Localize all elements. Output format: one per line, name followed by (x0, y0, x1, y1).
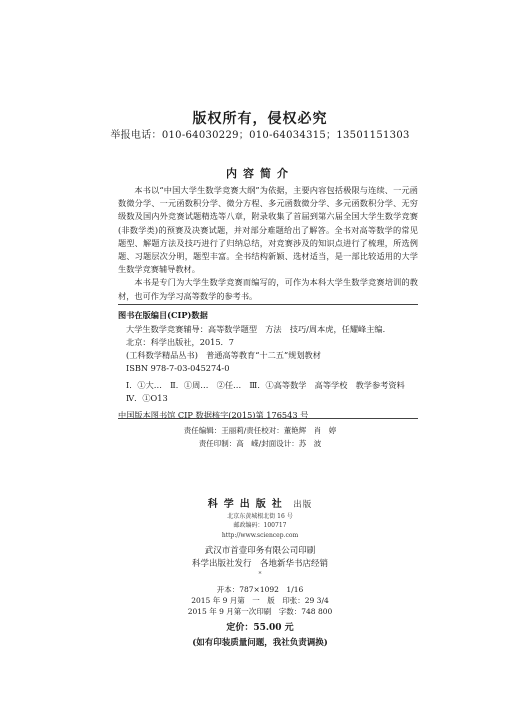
cip-line: (工科数学精品丛书) 普通高等教育“十二五”规划教材 (126, 350, 321, 360)
cip-line: 北京：科学出版社，2015．7 (126, 337, 234, 347)
intro-body (118, 184, 418, 303)
publisher-postcode: 邮政编码：100717 (233, 522, 287, 529)
editor-credits: 责任编辑：王丽莉/责任校对：董艳辉 肖 婷 (183, 426, 337, 435)
printing-line: 2015 年 9 月第一次印刷 字数：748 800 (187, 607, 333, 616)
edition-line: 2015 年 9 月第 一 版 印张：29 3/4 (191, 596, 329, 605)
intro-paragraph: 本书是专门为大学生数学竞赛而编写的，可作为本科大学生数学竞赛培训的教材，也可作为学习高等数学的参考书。 (118, 277, 418, 301)
cip-line: 大学生数学竞赛辅导：高等数学题型 方法 技巧/周本虎，任耀峰主编． (126, 324, 391, 334)
divider-top (118, 304, 418, 305)
cip-line: ISBN 978-7-03-045274-0 (126, 363, 230, 373)
cip-number: 中国版本图书馆 CIP 数据核字(2015)第 176543 号 (118, 410, 309, 420)
production-credits: 责任印制：高 嵘/封面设计：苏 波 (198, 439, 322, 448)
publisher-line (0, 495, 520, 510)
cip-title: 图书在版编目(CIP)数据 (118, 310, 208, 320)
intro-paragraph: 本书以“中国大学生数学竞赛大纲”为依据，主要内容包括极限与连续、一元函数微分学、一元函数积分学、微分方程、多元函数微分学、多元函数积分学、无穷级数及国内外竞赛试题精选等八章，附录收集了首届到第六届全国大学生数学竞赛(非数学类)的预赛及决赛试题，并对部分难题给出了解答。全书对高等数学的常见题型、解题方法及技巧进行了归纳总结，对竞赛涉及的知识点进行了梳理，所选例题、习题层次分明，题型丰富。全书结构新颖、选材适当，是一部比较适用的大学生数学竞赛辅导教材。 (118, 185, 418, 275)
price: 定价：55.00 元 (226, 623, 294, 633)
intro-heading: 内容简介 (226, 167, 294, 180)
publisher-website: http://www.sciencep.com (221, 532, 299, 539)
publisher-address: 北京东黄城根北街 16 号 (227, 513, 293, 520)
publisher-suffix: 出版 (293, 500, 313, 510)
specs-block (0, 584, 520, 617)
format-line: 开本：787×1092 1/16 (216, 585, 304, 594)
printer-line: 武汉市首壹印务有限公司印刷 (204, 546, 316, 556)
copyright-notice: 版权所有，侵权必究 (192, 111, 328, 127)
separator-star: * (258, 571, 262, 578)
distribution-line: 科学出版社发行 各地新华书店经销 (191, 559, 328, 569)
cip-classification: Ⅰ．①大… Ⅱ．①周… ②任… Ⅲ．①高等数学 高等学校 教学参考资料 (126, 380, 405, 390)
report-phone-line: 举报电话：010-64030229；010-64034315；13501151303 (110, 130, 410, 141)
divider-bottom (118, 418, 418, 419)
quality-notice: (如有印装质量问题，我社负责调换) (192, 638, 328, 648)
publisher-name: 科学出版社 (207, 499, 288, 510)
cip-classification: Ⅳ．①O13 (126, 393, 168, 403)
cip-data-block (118, 309, 418, 422)
